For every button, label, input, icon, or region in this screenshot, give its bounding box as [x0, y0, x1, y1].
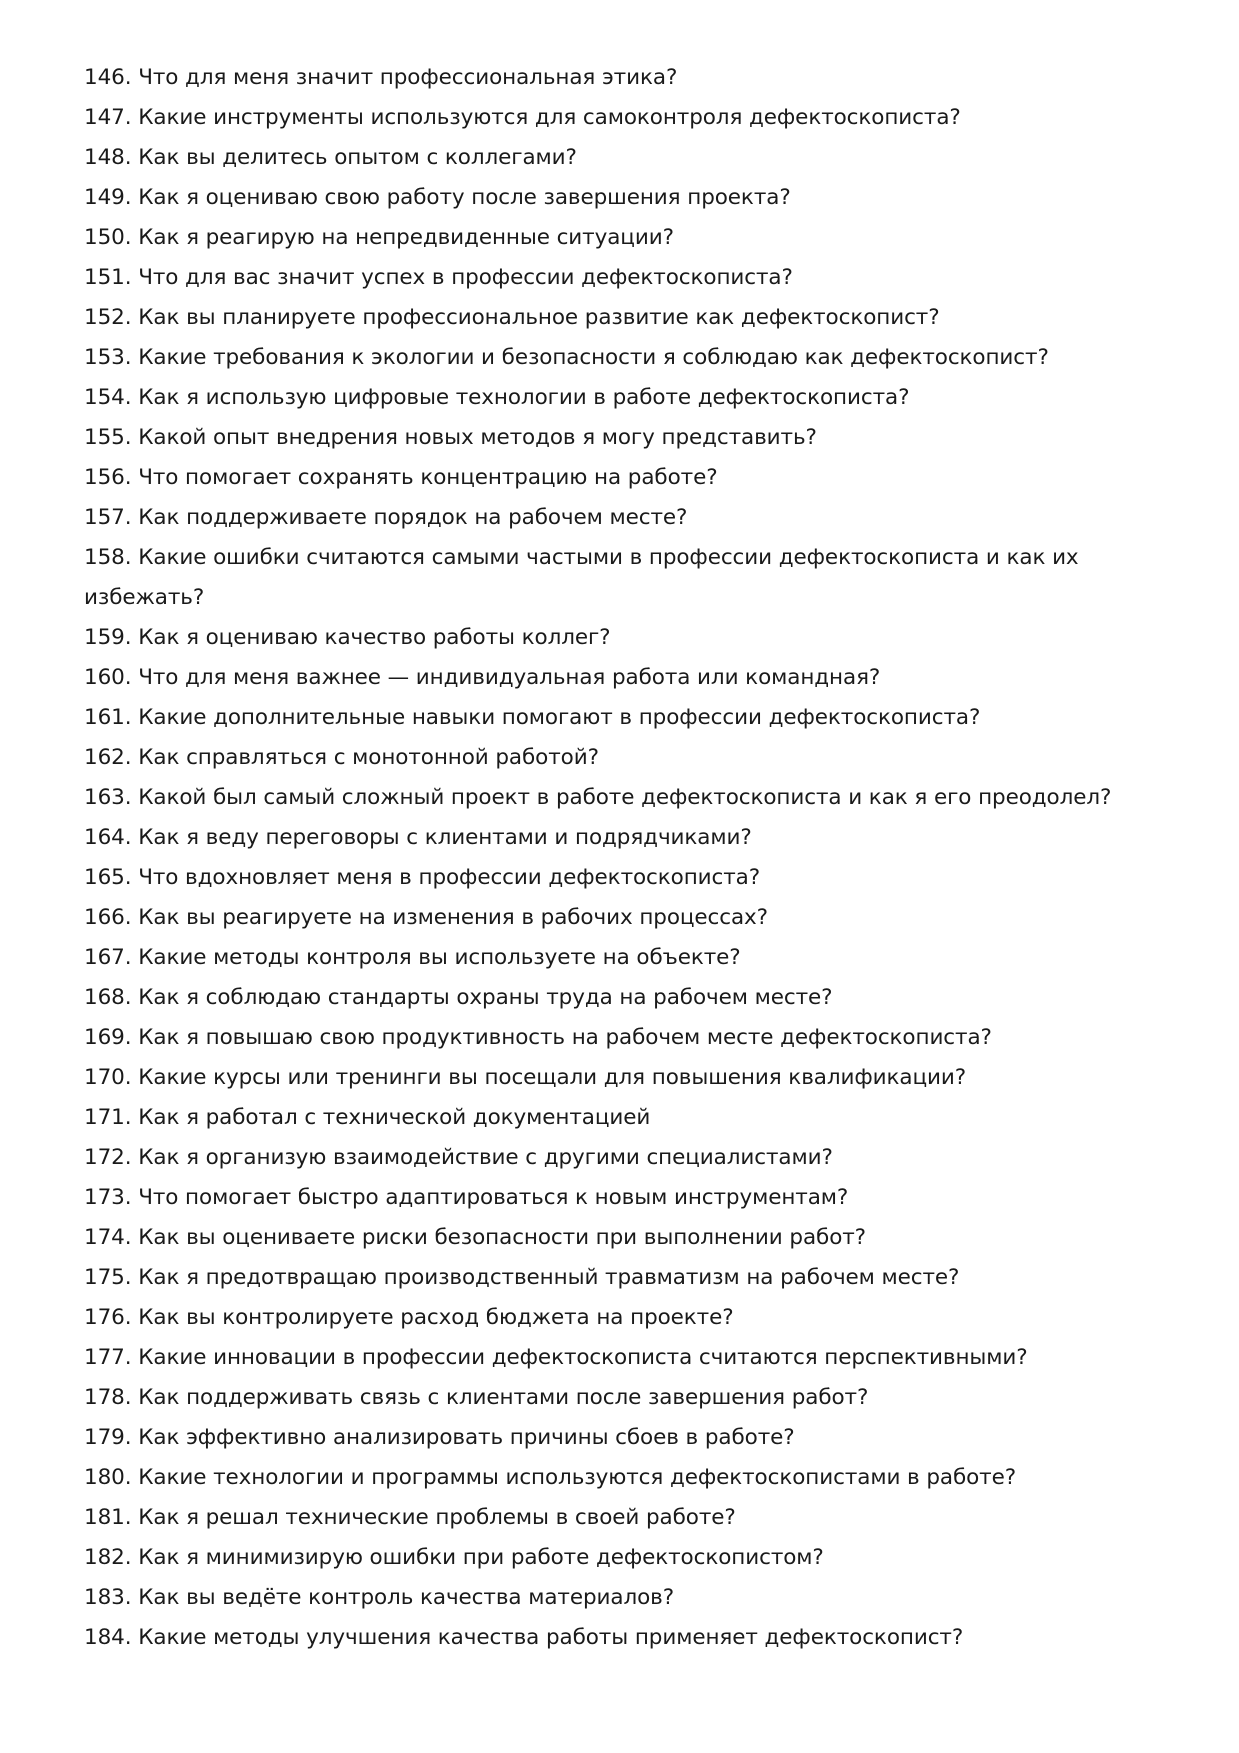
list-item: 149. Как я оцениваю свою работу после завершения проекта? [84, 185, 791, 210]
list-item: 180. Какие технологии и программы используются дефектоскопистами в работе? [84, 1465, 1017, 1490]
list-item: 183. Как вы ведёте контроль качества материалов? [84, 1585, 675, 1610]
list-item: 177. Какие инновации в профессии дефектоскописта считаются перспективными? [84, 1345, 1028, 1370]
list-item: 169. Как я повышаю свою продуктивность на рабочем месте дефектоскописта? [84, 1025, 992, 1050]
list-item: 155. Какой опыт внедрения новых методов я могу представить? [84, 425, 817, 450]
list-item: 158. Какие ошибки считаются самыми частыми в профессии дефектоскописта и как их избежать? [84, 545, 1079, 610]
question-list [84, 58, 1164, 1658]
list-item: 162. Как справляться с монотонной работой? [84, 745, 599, 770]
list-item: 170. Какие курсы или тренинги вы посещали для повышения квалификации? [84, 1065, 967, 1090]
list-item: 178. Как поддерживать связь с клиентами после завершения работ? [84, 1385, 869, 1410]
list-item: 148. Как вы делитесь опытом с коллегами? [84, 145, 577, 170]
list-item: 168. Как я соблюдаю стандарты охраны труда на рабочем месте? [84, 985, 833, 1010]
list-item: 153. Какие требования к экологии и безопасности я соблюдаю как дефектоскопист? [84, 345, 1049, 370]
list-item: 175. Как я предотвращаю производственный травматизм на рабочем месте? [84, 1265, 960, 1290]
list-item: 184. Какие методы улучшения качества работы применяет дефектоскопист? [84, 1625, 964, 1650]
list-item: 150. Как я реагирую на непредвиденные ситуации? [84, 225, 674, 250]
list-item: 173. Что помогает быстро адаптироваться к новым инструментам? [84, 1185, 849, 1210]
list-item: 161. Какие дополнительные навыки помогают в профессии дефектоскописта? [84, 705, 981, 730]
list-item: 176. Как вы контролируете расход бюджета на проекте? [84, 1305, 734, 1330]
list-item: 165. Что вдохновляет меня в профессии дефектоскописта? [84, 865, 761, 890]
list-item: 157. Как поддерживаете порядок на рабочем месте? [84, 505, 688, 530]
list-item: 154. Как я использую цифровые технологии в работе дефектоскописта? [84, 385, 910, 410]
list-item: 163. Какой был самый сложный проект в работе дефектоскописта и как я его преодолел? [84, 785, 1112, 810]
list-item: 146. Что для меня значит профессиональная этика? [84, 65, 678, 90]
list-item: 151. Что для вас значит успех в профессии дефектоскописта? [84, 265, 793, 290]
list-item: 159. Как я оцениваю качество работы коллег? [84, 625, 611, 650]
list-item: 147. Какие инструменты используются для самоконтроля дефектоскописта? [84, 105, 961, 130]
list-item: 181. Как я решал технические проблемы в своей работе? [84, 1505, 736, 1530]
list-item: 174. Как вы оцениваете риски безопасности при выполнении работ? [84, 1225, 866, 1250]
list-item: 182. Как я минимизирую ошибки при работе дефектоскопистом? [84, 1545, 824, 1570]
list-item: 156. Что помогает сохранять концентрацию на работе? [84, 465, 718, 490]
list-item: 172. Как я организую взаимодействие с другими специалистами? [84, 1145, 833, 1170]
list-item: 167. Какие методы контроля вы используете на объекте? [84, 945, 741, 970]
list-item: 166. Как вы реагируете на изменения в рабочих процессах? [84, 905, 768, 930]
list-item: 171. Как я работал с технической документацией [84, 1105, 651, 1130]
list-item: 152. Как вы планируете профессиональное развитие как дефектоскопист? [84, 305, 940, 330]
document-page [84, 58, 1164, 1658]
list-item: 164. Как я веду переговоры с клиентами и подрядчиками? [84, 825, 752, 850]
list-item: 160. Что для меня важнее — индивидуальная работа или командная? [84, 665, 881, 690]
list-item: 179. Как эффективно анализировать причины сбоев в работе? [84, 1425, 795, 1450]
